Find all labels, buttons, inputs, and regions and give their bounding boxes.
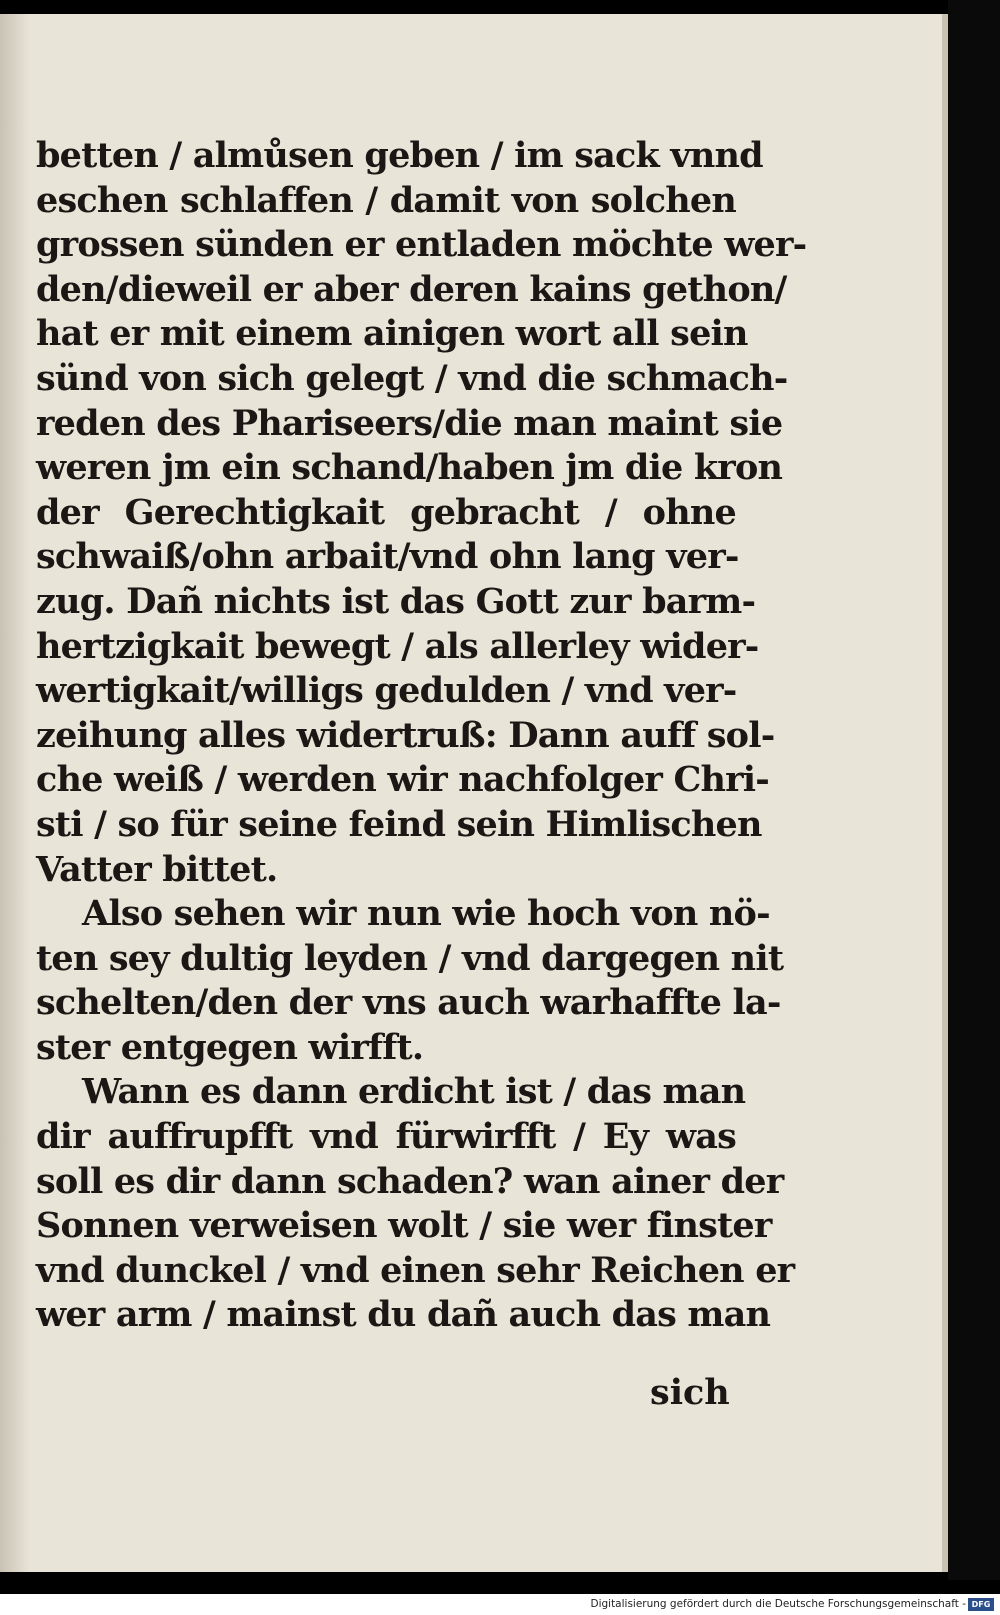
- text-line: wer arm / mainst du dañ auch das man: [36, 1294, 771, 1336]
- text-line-paragraph-start: Wann es dann erdicht ist / das man: [82, 1071, 746, 1113]
- text-line: ster entgegen wirfft.: [36, 1026, 424, 1068]
- text-line: wertigkait/willigs gedulden / vnd ver-: [36, 670, 737, 712]
- text-line: sti / so für seine feind sein Himlischen: [36, 803, 762, 845]
- digitization-credit: Digitalisierung gefördert durch die Deutsche Forschungsgemeinschaft -: [590, 1598, 966, 1610]
- text-line: zug. Dañ nichts ist das Gott zur barm-: [36, 580, 756, 622]
- text-line: schelten/den der vns auch warhaffte la-: [36, 982, 781, 1024]
- text-line: betten / almůsen geben / im sack vnnd: [36, 135, 763, 176]
- page-text: [36, 134, 807, 1338]
- catchword: sich: [650, 1372, 730, 1413]
- text-line: ten sey dultig leyden / vnd dargegen nit: [36, 937, 784, 979]
- text-line-paragraph-start: Also sehen wir nun wie hoch von nö-: [82, 893, 770, 935]
- text-line: reden des Phariseers/die man maint sie: [36, 402, 783, 444]
- text-line: grossen sünden er entladen möchte wer-: [36, 224, 807, 266]
- text-line: soll es dir dann schaden? wan ainer der: [36, 1160, 784, 1202]
- text-line: dir auffrupfft vnd fürwirfft / Ey was: [36, 1116, 736, 1158]
- text-line: Vatter bittet.: [36, 848, 278, 890]
- text-line: Sonnen verweisen wolt / sie wer finster: [36, 1205, 772, 1247]
- text-line: zeihung alles widertruß: Dann auff sol-: [36, 714, 775, 756]
- text-line: hat er mit einem ainigen wort all sein: [36, 313, 748, 355]
- text-line: weren jm ein schand/haben jm die kron: [36, 447, 783, 489]
- text-line: vnd dunckel / vnd einen sehr Reichen er: [36, 1249, 795, 1291]
- text-line: che weiß / werden wir nachfolger Chri-: [36, 759, 770, 801]
- text-line: schwaiß/ohn arbait/vnd ohn lang ver-: [36, 536, 739, 578]
- page-gutter-shade: [0, 14, 30, 1572]
- dfg-logo-badge: DFG: [968, 1598, 994, 1611]
- text-line: sünd von sich gelegt / vnd die schmach-: [36, 357, 788, 399]
- text-line: eschen schlaffen / damit von solchen: [36, 179, 736, 221]
- text-line: der Gerechtigkait gebracht / ohne: [36, 491, 736, 533]
- text-line: den/dieweil er aber deren kains gethon/: [36, 268, 787, 310]
- text-line: hertzigkait bewegt / als allerley wider-: [36, 625, 759, 667]
- book-spine-shadow: [948, 0, 1000, 1580]
